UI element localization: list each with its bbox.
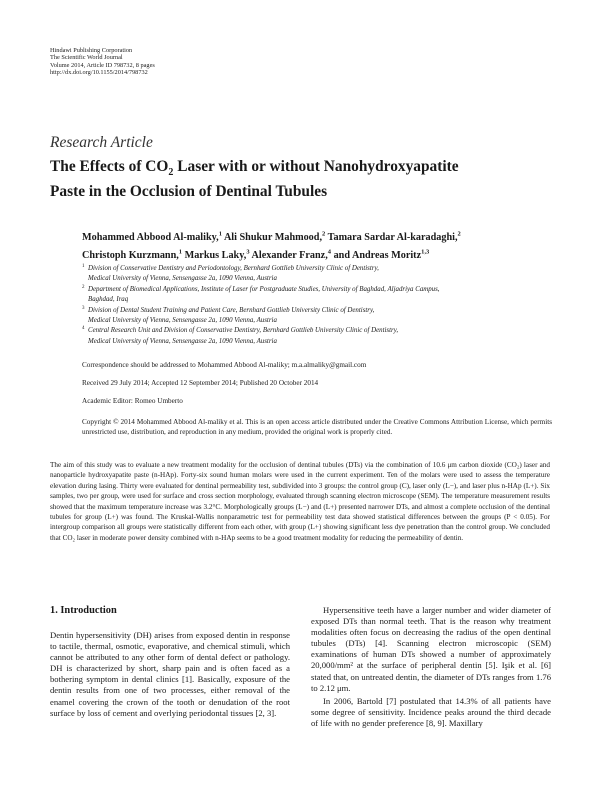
doi-link[interactable]: http://dx.doi.org/10.1155/2014/798732 bbox=[50, 69, 148, 77]
left-column bbox=[50, 605, 290, 719]
article-type: Research Article bbox=[50, 134, 153, 151]
volume-line: Volume 2014, Article ID 798732, 8 pages bbox=[50, 61, 155, 69]
author: and Andreas Moritz$^{1,3}$ bbox=[331, 248, 430, 261]
intro-paragraph: Dentin hypersensitivity (DH) arises from exposed dentin in response to tactile, thermal, osmotic, evaporative, and chemical stimuli, which cannot be attributed to any other form of dental defect or pathology. DH is characterized by short, sharp pain and is often faced as a bothering symptom in dental clinics [1]. Basically, exposure of the dentin results from one of two processes, either removal of the enamel covering the crown of the tooth or denudation of the root surface by loss of cement and overlying periodontal tissues [2, 3]. bbox=[50, 630, 290, 718]
journal-name: The Scientific World Journal bbox=[50, 54, 123, 62]
intro-paragraph: In 2006, Bartold [7] postulated that 14.3% of all patients have some degree of sensitivity. Incidence peaks around the third decade of life with no gender preference [8, 9]. Maxillary bbox=[311, 695, 551, 728]
author: Mohammed Abbood Al-maliky,$^1$ bbox=[82, 231, 222, 244]
journal-header bbox=[50, 47, 155, 77]
affiliation: 4 Central Research Unit and Division of Conservative Dentistry, Bernhard Gottlieb University Clinic of Dentistry, Medical University of Vienna, Sensengasse 2a, 1090 Vienna, Austria bbox=[82, 326, 399, 345]
author: Tamara Sardar Al-karadaghi,$^2$ bbox=[325, 231, 461, 244]
author-list bbox=[82, 228, 552, 263]
copyright-notice: Copyright © 2014 Mohammed Abbood Al-maliky et al. This is an open access article distributed under the Creative Commons Attribution License, which permits unrestricted use, distribution, and reproduction in any medium, provided the original work is properly cited. bbox=[82, 418, 552, 437]
title-part2: Laser with or without Nanohydroxyapatite bbox=[173, 158, 459, 175]
section-heading: 1. Introduction bbox=[50, 605, 117, 616]
publisher-line: Hindawi Publishing Corporation bbox=[50, 47, 133, 54]
academic-editor: Academic Editor: Romeo Umberto bbox=[82, 397, 183, 405]
right-column bbox=[311, 605, 551, 729]
article-title bbox=[50, 157, 550, 201]
title-line2: Paste in the Occlusion of Dentinal Tubules bbox=[50, 183, 328, 201]
affiliation: 2 Department of Biomedical Applications, Institute of Laser for Postgraduate Studies, University of Baghdad, Aljadriya Campus, Baghdad, Iraq bbox=[82, 284, 440, 304]
dates: Received 29 July 2014; Accepted 12 September 2014; Published 20 October 2014 bbox=[82, 379, 319, 387]
intro-paragraph: Hypersensitive teeth have a larger number and wider diameter of exposed DTs than normal teeth. That is the reason why treatment modalities often focus on decreasing the radius of the open dentinal tubules (DTs) [4]. Scanning electron microscopic (SEM) examinations of human DTs showed a number of approximately 20,000/mm² at the surface of peripheral dentin [5]. Işik et al. [6] stated that, on untreated dentin, the diameter of DTs ranges from 1.76 to 2.12 μm. bbox=[311, 605, 551, 693]
title-subscript: 2 bbox=[168, 167, 174, 179]
affiliations bbox=[82, 264, 552, 347]
abstract: The aim of this study was to evaluate a new treatment modality for the occlusion of dentinal tubules (DTs) via the combination of 10.6 μm carbon dioxide (CO₂) laser and nanoparticle hydroxyapatite paste (n-HAp). Forty-six sound human molars were used in the current experiment. Ten of the molars were used to assess the temperature elevation during lasing. Thirty were evaluated for dentinal permeability test, subdivided into 3 groups: the control group (C), laser only (L−), and laser plus n-HAp (L+). Six samples, two per group, were used for surface and cross section morphology, evaluated through scanning electron microscope (SEM). The temperature measurement results showed that the maximum temperature increase was 3.2°C. Morphologically groups (L−) and (L+) presented narrower DTs, and almost a complete occlusion of the dentinal tubules for group (L+) was found. The Kruskal-Wallis nonparametric test for permeability test data showed statistical differences between the groups (P < 0.05). For intergroup comparison all groups were statistically different from each other, with group (L+) showing significant less dye penetration than the control group. We concluded that CO₂ laser in moderate power density combined with n-HAp seems to be a good treatment modality for reducing the permeability of dentin. bbox=[50, 461, 550, 542]
author: Markus Laky,$^3$ bbox=[182, 248, 250, 261]
author: Ali Shukur Mahmood,$^2$ bbox=[221, 231, 326, 244]
title-part1: The Effects of CO bbox=[50, 158, 169, 175]
author: Alexander Franz,$^4$ bbox=[249, 248, 332, 261]
affiliation: 1 Division of Conservative Dentistry and Periodontology, Bernhard Gottlieb University Clinic of Dentistry, Medical University of Vienna, Sensengasse 2a, 1090 Vienna, Austria bbox=[82, 264, 379, 283]
correspondence: Correspondence should be addressed to Mohammed Abbood Al-maliky; m.a.almaliky@gmail.com bbox=[82, 361, 367, 369]
affiliation: 3 Division of Dental Student Training and Patient Care, Bernhard Gottlieb University Clinic of Dentistry, Medical University of Vienna, Sensengasse 2a, 1090 Vienna, Austria bbox=[82, 305, 375, 325]
author: Christoph Kurzmann,$^1$ bbox=[82, 248, 183, 261]
